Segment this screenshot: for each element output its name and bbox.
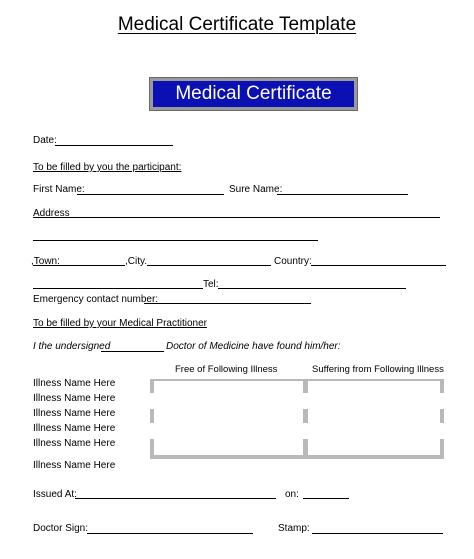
issued-at-label: Issued At: bbox=[33, 489, 77, 500]
illness-name-3: Illness Name Here bbox=[33, 408, 116, 419]
illness-name-1: Illness Name Here bbox=[33, 378, 116, 389]
undersigned-prefix: I the undersigned bbox=[33, 341, 111, 352]
date-field[interactable] bbox=[55, 145, 173, 146]
tel-label: Tel: bbox=[203, 279, 219, 290]
stamp-label: Stamp: bbox=[278, 523, 310, 534]
first-name-label: First Name: bbox=[33, 184, 85, 195]
page-title: Medical Certificate Template bbox=[117, 14, 357, 35]
practitioner-section-heading: To be filled by your Medical Practitioner bbox=[33, 318, 207, 329]
sure-name-label: Sure Name: bbox=[229, 184, 283, 195]
banner-heading: Medical Certificate bbox=[153, 81, 354, 107]
emergency-contact-field[interactable] bbox=[144, 303, 311, 304]
town-label: ,Town: bbox=[31, 256, 60, 267]
country-field[interactable] bbox=[311, 265, 446, 266]
free-of-illness-header: Free of Following Illness bbox=[175, 364, 278, 375]
date-label: Date: bbox=[33, 135, 57, 146]
emergency-contact-label: Emergency contact number: bbox=[33, 294, 159, 305]
illness-name-6: Illness Name Here bbox=[33, 460, 116, 471]
doctor-sign-field[interactable] bbox=[87, 533, 253, 534]
participant-section-heading: To be filled by you the participant: bbox=[33, 162, 182, 173]
illness-name-2: Illness Name Here bbox=[33, 393, 116, 404]
issued-at-field[interactable] bbox=[75, 498, 276, 499]
stamp-field[interactable] bbox=[312, 533, 443, 534]
country-label: Country: bbox=[274, 256, 312, 267]
city-field[interactable] bbox=[147, 265, 271, 266]
issued-on-field[interactable] bbox=[303, 498, 349, 499]
first-name-field[interactable] bbox=[77, 194, 224, 195]
address-field-1[interactable] bbox=[68, 217, 440, 218]
illness-name-4: Illness Name Here bbox=[33, 423, 116, 434]
address-field-2[interactable] bbox=[33, 240, 318, 241]
city-label: ,City. bbox=[125, 256, 148, 267]
sure-name-field[interactable] bbox=[277, 194, 408, 195]
on-label: on: bbox=[285, 489, 299, 500]
illness-name-5: Illness Name Here bbox=[33, 438, 116, 449]
doctor-sign-label: Doctor Sign: bbox=[33, 523, 89, 534]
phone-field-prefix[interactable] bbox=[33, 288, 203, 289]
doctor-name-field[interactable] bbox=[101, 351, 164, 352]
suffering-from-illness-header: Suffering from Following Illness bbox=[312, 364, 444, 375]
town-field[interactable] bbox=[33, 265, 125, 266]
tel-field[interactable] bbox=[218, 288, 406, 289]
undersigned-suffix: Doctor of Medicine have found him/her: bbox=[166, 341, 341, 352]
address-label: Address bbox=[33, 208, 70, 219]
